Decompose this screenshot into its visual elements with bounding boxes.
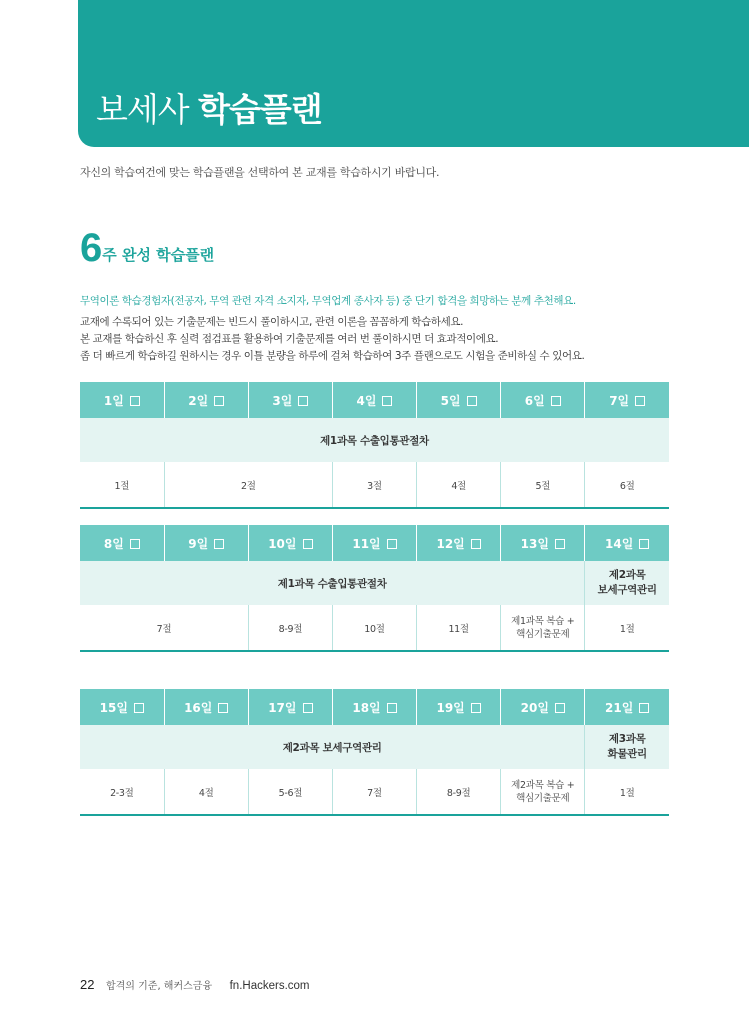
chapter-cell: 제2과목 복습 + 핵심기출문제 xyxy=(501,769,585,815)
day-header-row xyxy=(80,689,669,725)
schedule-week-3 xyxy=(80,689,669,816)
plan-title-text: 주 완성 학습플랜 xyxy=(102,246,215,264)
checkbox-icon[interactable] xyxy=(639,539,649,549)
chapter-cell: 4절 xyxy=(164,769,248,815)
chapter-cell: 11절 xyxy=(417,605,501,651)
chapter-cell: 제1과목 복습 + 핵심기출문제 xyxy=(501,605,585,651)
chapter-cell: 8-9절 xyxy=(417,769,501,815)
plan-desc-line: 교재에 수록되어 있는 기출문제는 빈드시 풀이하시고, 관련 이론을 꼼꼼하게 학습하세요. xyxy=(80,316,464,328)
chapter-cell: 1절 xyxy=(80,462,164,508)
plan-desc-line: 본 교재를 학습하신 후 실력 점검표를 활용하여 기출문제를 여러 번 풀이하시면 더 효과적이에요. xyxy=(80,333,499,345)
checkbox-icon[interactable] xyxy=(214,396,224,406)
page-header xyxy=(78,0,749,147)
plan-desc-line: 좀 더 빠르게 학습하길 원하시는 경우 이틀 분량을 하루에 걸쳐 학습하여 3주 플랜으로도 시험을 준비하실 수 있어요. xyxy=(80,350,585,362)
chapter-cell: 5절 xyxy=(501,462,585,508)
schedule-week-2 xyxy=(80,525,669,652)
day-cell[interactable]: 11일 xyxy=(332,525,416,561)
page-number: 22 xyxy=(80,977,95,992)
subject-cell: 제1과목 수출입통관절차 xyxy=(80,418,669,462)
day-cell[interactable]: 4일 xyxy=(332,382,416,418)
day-header-row xyxy=(80,382,669,418)
day-cell[interactable]: 1일 xyxy=(80,382,164,418)
checkbox-icon[interactable] xyxy=(214,539,224,549)
day-cell[interactable]: 20일 xyxy=(501,689,585,725)
day-cell[interactable]: 19일 xyxy=(417,689,501,725)
plan-description xyxy=(80,314,584,365)
plan-recommendation: 무역이론 학습경험자(전공자, 무역 관련 자격 소지자, 무역업계 종사자 등) 중 단기 합격을 희망하는 분께 추천해요. xyxy=(80,295,576,307)
checkbox-icon[interactable] xyxy=(303,703,313,713)
chapter-cell: 2절 xyxy=(164,462,332,508)
chapter-cell: 7절 xyxy=(80,605,248,651)
plan-number: 6 xyxy=(80,226,103,270)
checkbox-icon[interactable] xyxy=(635,396,645,406)
day-cell[interactable]: 18일 xyxy=(332,689,416,725)
checkbox-icon[interactable] xyxy=(467,396,477,406)
page-footer xyxy=(80,977,310,992)
day-header-row xyxy=(80,525,669,561)
chapter-cell: 7절 xyxy=(332,769,416,815)
day-cell[interactable]: 6일 xyxy=(501,382,585,418)
subject-row xyxy=(80,418,669,462)
chapter-cell: 2-3절 xyxy=(80,769,164,815)
subject-row xyxy=(80,725,669,769)
checkbox-icon[interactable] xyxy=(639,703,649,713)
day-cell[interactable]: 14일 xyxy=(585,525,669,561)
day-cell[interactable]: 8일 xyxy=(80,525,164,561)
day-cell[interactable]: 10일 xyxy=(248,525,332,561)
chapter-cell: 10절 xyxy=(332,605,416,651)
checkbox-icon[interactable] xyxy=(555,703,565,713)
checkbox-icon[interactable] xyxy=(130,539,140,549)
footer-url[interactable]: fn.Hackers.com xyxy=(229,980,310,992)
checkbox-icon[interactable] xyxy=(551,396,561,406)
day-cell[interactable]: 7일 xyxy=(585,382,669,418)
subject-cell: 제3과목 화물관리 xyxy=(585,725,669,769)
day-cell[interactable]: 13일 xyxy=(501,525,585,561)
day-cell[interactable]: 9일 xyxy=(164,525,248,561)
chapter-cell: 6절 xyxy=(585,462,669,508)
day-cell[interactable]: 16일 xyxy=(164,689,248,725)
day-cell[interactable]: 12일 xyxy=(417,525,501,561)
subject-cell: 제1과목 수출입통관절차 xyxy=(80,561,585,605)
checkbox-icon[interactable] xyxy=(134,703,144,713)
checkbox-icon[interactable] xyxy=(471,703,481,713)
day-cell[interactable]: 3일 xyxy=(248,382,332,418)
day-cell[interactable]: 15일 xyxy=(80,689,164,725)
checkbox-icon[interactable] xyxy=(555,539,565,549)
checkbox-icon[interactable] xyxy=(382,396,392,406)
chapter-cell: 8-9절 xyxy=(248,605,332,651)
day-cell[interactable]: 2일 xyxy=(164,382,248,418)
checkbox-icon[interactable] xyxy=(218,703,228,713)
page-title xyxy=(96,84,322,131)
title-light: 보세사 xyxy=(96,90,189,129)
chapter-row xyxy=(80,605,669,651)
chapter-cell: 1절 xyxy=(585,769,669,815)
subject-cell: 제2과목 보세구역관리 xyxy=(80,725,585,769)
plan-title xyxy=(80,228,214,268)
chapter-cell: 3절 xyxy=(332,462,416,508)
checkbox-icon[interactable] xyxy=(471,539,481,549)
subject-row xyxy=(80,561,669,605)
checkbox-icon[interactable] xyxy=(298,396,308,406)
title-bold: 학습플랜 xyxy=(198,90,322,129)
checkbox-icon[interactable] xyxy=(387,539,397,549)
checkbox-icon[interactable] xyxy=(303,539,313,549)
subject-cell: 제2과목 보세구역관리 xyxy=(585,561,669,605)
day-cell[interactable]: 5일 xyxy=(417,382,501,418)
schedule-week-1 xyxy=(80,382,669,509)
chapter-cell: 4절 xyxy=(417,462,501,508)
day-cell[interactable]: 17일 xyxy=(248,689,332,725)
footer-slogan: 합격의 기준, 해커스금융 xyxy=(105,981,213,992)
chapter-row xyxy=(80,769,669,815)
chapter-cell: 5-6절 xyxy=(248,769,332,815)
intro-text: 자신의 학습여건에 맞는 학습플랜을 선택하여 본 교재를 학습하시기 바랍니다. xyxy=(80,166,440,179)
checkbox-icon[interactable] xyxy=(130,396,140,406)
checkbox-icon[interactable] xyxy=(387,703,397,713)
chapter-cell: 1절 xyxy=(585,605,669,651)
chapter-row xyxy=(80,462,669,508)
day-cell[interactable]: 21일 xyxy=(585,689,669,725)
